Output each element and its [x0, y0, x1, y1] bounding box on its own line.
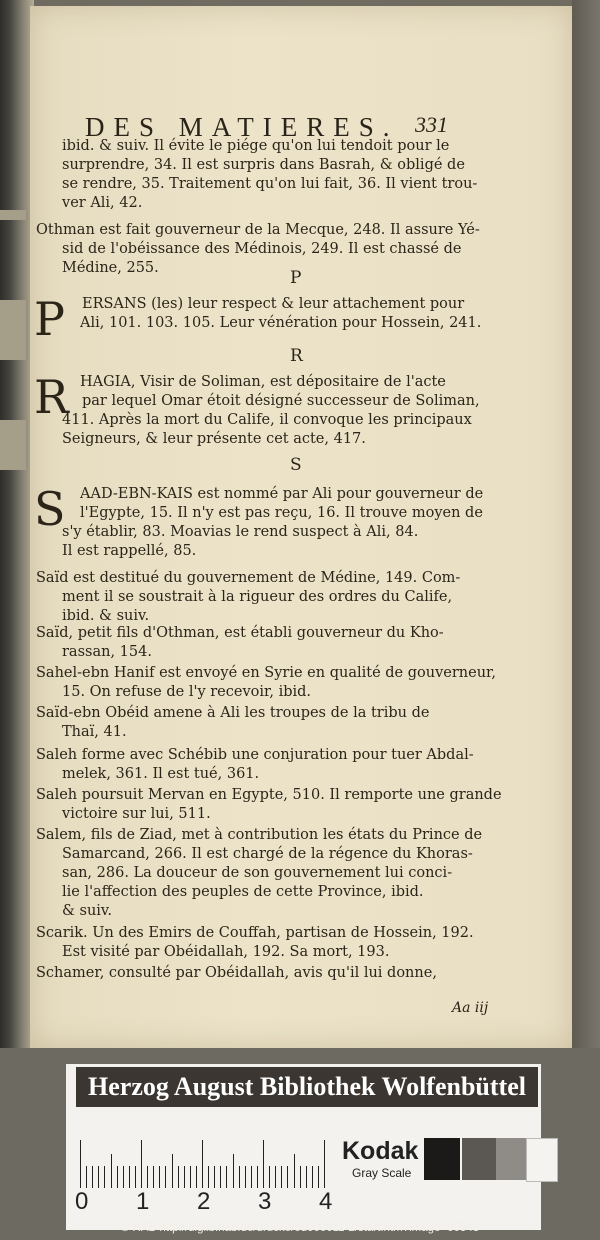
ruler-tick [159, 1166, 160, 1188]
drop-cap-s: S [34, 482, 66, 536]
ruler-tick [275, 1166, 276, 1188]
text-line: Scarik. Un des Emirs de Couffah, partisan de Hossein, 192. [36, 925, 474, 941]
section-letter-p: P [290, 268, 302, 288]
ruler-tick [281, 1166, 282, 1188]
text-line: ibid. & suiv. Il évite le piége qu'on lui tendoit pour le [62, 138, 450, 154]
text-line: Samarcand, 266. Il est chargé de la régence du Khoras- [62, 846, 473, 862]
ruler-tick [287, 1166, 288, 1188]
ruler-tick [257, 1166, 258, 1188]
header-title: DES MATIERES. [85, 112, 399, 142]
ruler-tick [202, 1140, 203, 1188]
text-line: Saïd est destitué du gouvernement de Médine, 149. Com- [36, 570, 461, 586]
ruler-tick [92, 1166, 93, 1188]
ruler-tick [269, 1166, 270, 1188]
text-line: Il est rappellé, 85. [62, 543, 197, 559]
ruler-tick [312, 1166, 313, 1188]
ruler-number: 4 [319, 1188, 333, 1215]
text-line: ibid. & suiv. [62, 608, 150, 624]
ruler-tick [294, 1154, 295, 1188]
ruler-tick [190, 1166, 191, 1188]
text-line: ver Ali, 42. [62, 195, 143, 211]
text-line: Ali, 101. 103. 105. Leur vénération pour Hossein, 241. [80, 315, 482, 331]
drop-cap-r: R [34, 370, 69, 424]
section-letter-s: S [290, 455, 302, 475]
ruler-tick [98, 1166, 99, 1188]
text-line: ment il se soustrait à la rigueur des ordres du Calife, [62, 589, 453, 605]
copyright-footer: © HAB http://diglib.hab.de/drucke/ed000011-2/start.htm?image=00543 [120, 1222, 480, 1234]
text-line: Saleh poursuit Mervan en Egypte, 510. Il remporte une grande [36, 787, 502, 803]
ruler-number: 1 [136, 1188, 150, 1215]
ruler-tick [135, 1166, 136, 1188]
gray-patch [424, 1138, 460, 1180]
text-line: HAGIA, Visir de Soliman, est dépositaire de l'acte [80, 374, 446, 390]
ruler-tick [300, 1166, 301, 1188]
text-line: l'Egypte, 15. Il n'y est pas reçu, 16. Il trouve moyen de [80, 505, 483, 521]
ruler-tick [251, 1166, 252, 1188]
ruler-number: 0 [75, 1188, 89, 1215]
ruler-number: 3 [258, 1188, 272, 1215]
text-line: par lequel Omar étoit désigné successeur de Soliman, [82, 393, 480, 409]
text-line: san, 286. La douceur de son gouvernement lui conci- [62, 865, 453, 881]
text-line: victoire sur lui, 511. [62, 806, 211, 822]
ruler-tick [178, 1166, 179, 1188]
ruler-tick [214, 1166, 215, 1188]
ruler-tick [324, 1140, 325, 1188]
text-line: lie l'affection des peuples de cette Province, ibid. [62, 884, 424, 900]
text-line: & suiv. [62, 903, 113, 919]
ruler-tick [141, 1140, 142, 1188]
ruler-tick [245, 1166, 246, 1188]
text-line: Est visité par Obéidallah, 192. Sa mort, 193. [62, 944, 390, 960]
ruler-tick [153, 1166, 154, 1188]
text-line: melek, 361. Il est tué, 361. [62, 766, 260, 782]
margin-mark [0, 210, 26, 220]
ruler-tick [147, 1166, 148, 1188]
ruler-tick [306, 1166, 307, 1188]
ruler-tick [129, 1166, 130, 1188]
text-line: sid de l'obéissance des Médinois, 249. Il est chassé de [62, 241, 462, 257]
margin-mark [0, 300, 26, 360]
text-line: Thaï, 41. [62, 724, 127, 740]
ruler-tick [184, 1166, 185, 1188]
ruler-number: 2 [197, 1188, 211, 1215]
ruler-tick [263, 1140, 264, 1188]
text-line: Othman est fait gouverneur de la Mecque, 248. Il assure Yé- [36, 222, 480, 238]
gray-patch [526, 1138, 558, 1182]
section-letter-r: R [290, 346, 303, 366]
ruler-tick [104, 1166, 105, 1188]
library-name: Herzog August Bibliothek Wolfenbüttel [76, 1067, 538, 1107]
scan-right-edge [572, 0, 600, 1060]
text-line: Salem, fils de Ziad, met à contribution les états du Prince de [36, 827, 483, 843]
ruler-tick [233, 1154, 234, 1188]
ruler-tick [117, 1166, 118, 1188]
text-line: Saïd-ebn Obéid amene à Ali les troupes de la tribu de [36, 705, 430, 721]
scan-left-edge [0, 0, 34, 1060]
ruler-tick [226, 1166, 227, 1188]
text-line: Saleh forme avec Schébib une conjuration pour tuer Abdal- [36, 747, 474, 763]
text-line: 15. On refuse de l'y recevoir, ibid. [62, 684, 312, 700]
ruler-tick [172, 1154, 173, 1188]
text-line: Médine, 255. [62, 260, 159, 276]
ruler-tick [318, 1166, 319, 1188]
kodak-logo: Kodak [342, 1137, 419, 1165]
ruler-tick [239, 1166, 240, 1188]
text-line: s'y établir, 83. Moavias le rend suspect à Ali, 84. [62, 524, 419, 540]
text-line: se rendre, 35. Traitement qu'on lui fait, 36. Il vient trou- [62, 176, 478, 192]
ruler-tick [165, 1166, 166, 1188]
gray-scale-label: Gray Scale [352, 1166, 412, 1180]
ruler-tick [220, 1166, 221, 1188]
text-line: Schamer, consulté par Obéidallah, avis qu'il lui donne, [36, 965, 437, 981]
signature-mark: Aa iij [452, 1000, 489, 1016]
ruler-tick [111, 1154, 112, 1188]
text-line: ERSANS (les) leur respect & leur attachement pour [82, 296, 465, 312]
text-line: Sahel-ebn Hanif est envoyé en Syrie en qualité de gouverneur, [36, 665, 496, 681]
gray-patch [462, 1138, 498, 1180]
ruler-tick [123, 1166, 124, 1188]
text-line: 411. Après la mort du Calife, il convoque les principaux [62, 412, 472, 428]
text-line: Seigneurs, & leur présente cet acte, 417. [62, 431, 366, 447]
drop-cap-p: P [34, 292, 65, 346]
text-line: rassan, 154. [62, 644, 152, 660]
ruler-scale [80, 1138, 330, 1188]
text-line: Saïd, petit fils d'Othman, est établi gouverneur du Kho- [36, 625, 444, 641]
ruler-tick [86, 1166, 87, 1188]
text-line: AAD-EBN-KAIS est nommé par Ali pour gouverneur de [80, 486, 484, 502]
ruler-tick [80, 1140, 81, 1188]
text-line: surprendre, 34. Il est surpris dans Basrah, & obligé de [62, 157, 465, 173]
margin-mark [0, 420, 26, 470]
page-number: 331 [415, 112, 448, 137]
ruler-tick [196, 1166, 197, 1188]
ruler-tick [208, 1166, 209, 1188]
